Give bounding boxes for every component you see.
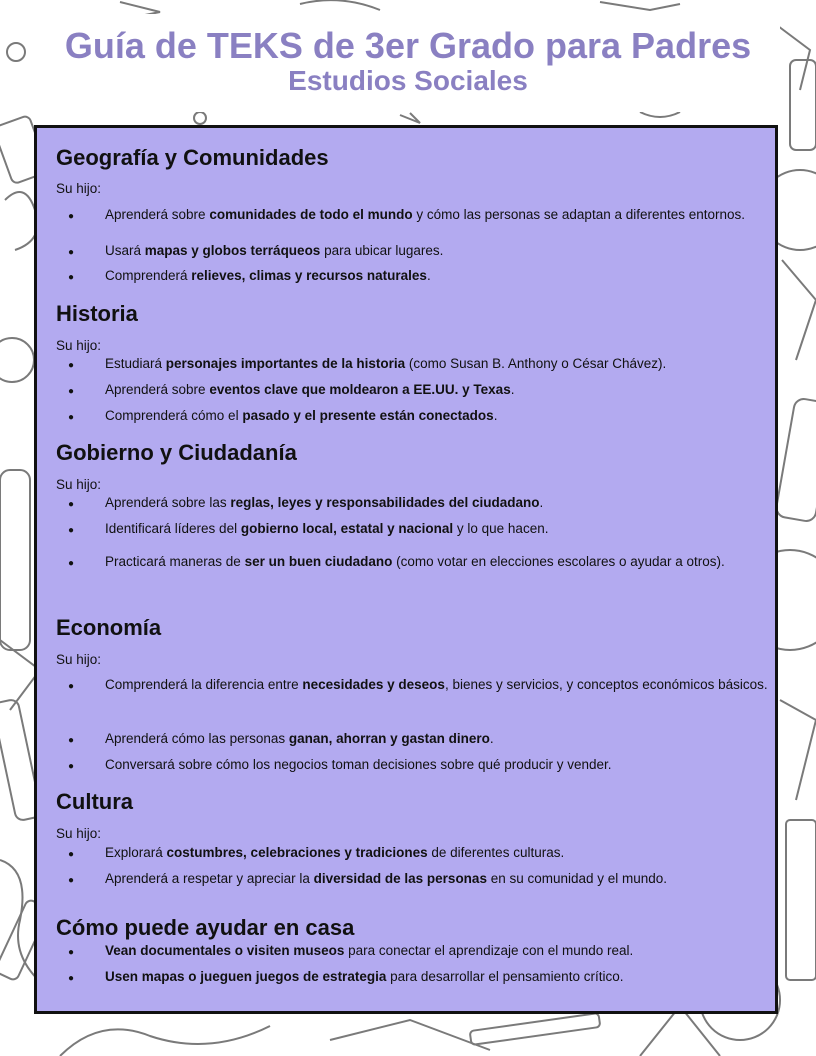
list-item: ● Comprenderá cómo el pasado y el presente están conectados. xyxy=(68,407,768,424)
list-item: ● Aprenderá sobre eventos clave que moldearon a EE.UU. y Texas. xyxy=(68,381,768,398)
list-item: ● Practicará maneras de ser un buen ciudadano (como votar en elecciones escolares o ayudar a otros). xyxy=(68,553,768,570)
list-item: ● Identificará líderes del gobierno local, estatal y nacional y lo que hacen. xyxy=(68,520,768,537)
section-intro: Su hijo: xyxy=(56,652,102,667)
bullet-icon xyxy=(68,942,80,961)
list-item: ● Aprenderá sobre comunidades de todo el mundo y cómo las personas se adaptan a diferentes entornos. xyxy=(68,206,768,223)
content-panel xyxy=(34,125,778,1014)
list-item: ● Aprenderá cómo las personas ganan, ahorran y gastan dinero. xyxy=(68,730,768,747)
section-title: Geografía y Comunidades xyxy=(56,145,329,170)
list-item: ● Usen mapas o jueguen juegos de estrategia para desarrollar el pensamiento crítico. xyxy=(68,968,768,985)
section-title: Historia xyxy=(56,301,138,326)
list-item: ● Aprenderá a respetar y apreciar la diversidad de las personas en su comunidad y el mundo. xyxy=(68,870,768,887)
list-item: ● Usará mapas y globos terráqueos para ubicar lugares. xyxy=(68,242,768,259)
bullet-icon xyxy=(68,242,80,261)
page-subtitle: Estudios Sociales xyxy=(288,65,528,96)
bullet-icon xyxy=(68,676,80,695)
bullet-icon xyxy=(68,494,80,513)
list-item: ● Comprenderá relieves, climas y recursos naturales. xyxy=(68,267,768,284)
bullet-icon xyxy=(68,381,80,400)
bullet-icon xyxy=(68,520,80,539)
section-title: Economía xyxy=(56,615,162,640)
list-item: ● Conversará sobre cómo los negocios toman decisiones sobre qué producir y vender. xyxy=(68,756,768,773)
bullet-icon xyxy=(68,355,80,374)
page-title: Guía de TEKS de 3er Grado para Padres xyxy=(64,25,752,66)
section-intro: Su hijo: xyxy=(56,181,102,196)
list-item: ● Aprenderá sobre las reglas, leyes y responsabilidades del ciudadano. xyxy=(68,494,768,511)
section-title: Cultura xyxy=(56,789,133,814)
bullet-icon xyxy=(68,870,80,889)
list-item: ● Comprenderá la diferencia entre necesidades y deseos, bienes y servicios, y conceptos económicos básicos. xyxy=(68,676,768,693)
bullet-icon xyxy=(68,844,80,863)
header-banner xyxy=(36,14,780,112)
list-item: ● Vean documentales o visiten museos para conectar el aprendizaje con el mundo real. xyxy=(68,942,768,959)
section-intro: Su hijo: xyxy=(56,338,102,353)
bullet-icon xyxy=(68,756,80,775)
list-item: ● Estudiará personajes importantes de la historia (como Susan B. Anthony o César Chávez). xyxy=(68,355,768,372)
list-item: ● Explorará costumbres, celebraciones y tradiciones de diferentes culturas. xyxy=(68,844,768,861)
section-title: Gobierno y Ciudadanía xyxy=(56,440,297,465)
bullet-icon xyxy=(68,267,80,286)
bullet-icon xyxy=(68,553,80,572)
section-title: Cómo puede ayudar en casa xyxy=(56,915,355,940)
bullet-icon xyxy=(68,206,80,225)
bullet-icon xyxy=(68,730,80,749)
section-intro: Su hijo: xyxy=(56,826,102,841)
bullet-icon xyxy=(68,407,80,426)
bullet-icon xyxy=(68,968,80,987)
section-intro: Su hijo: xyxy=(56,477,102,492)
